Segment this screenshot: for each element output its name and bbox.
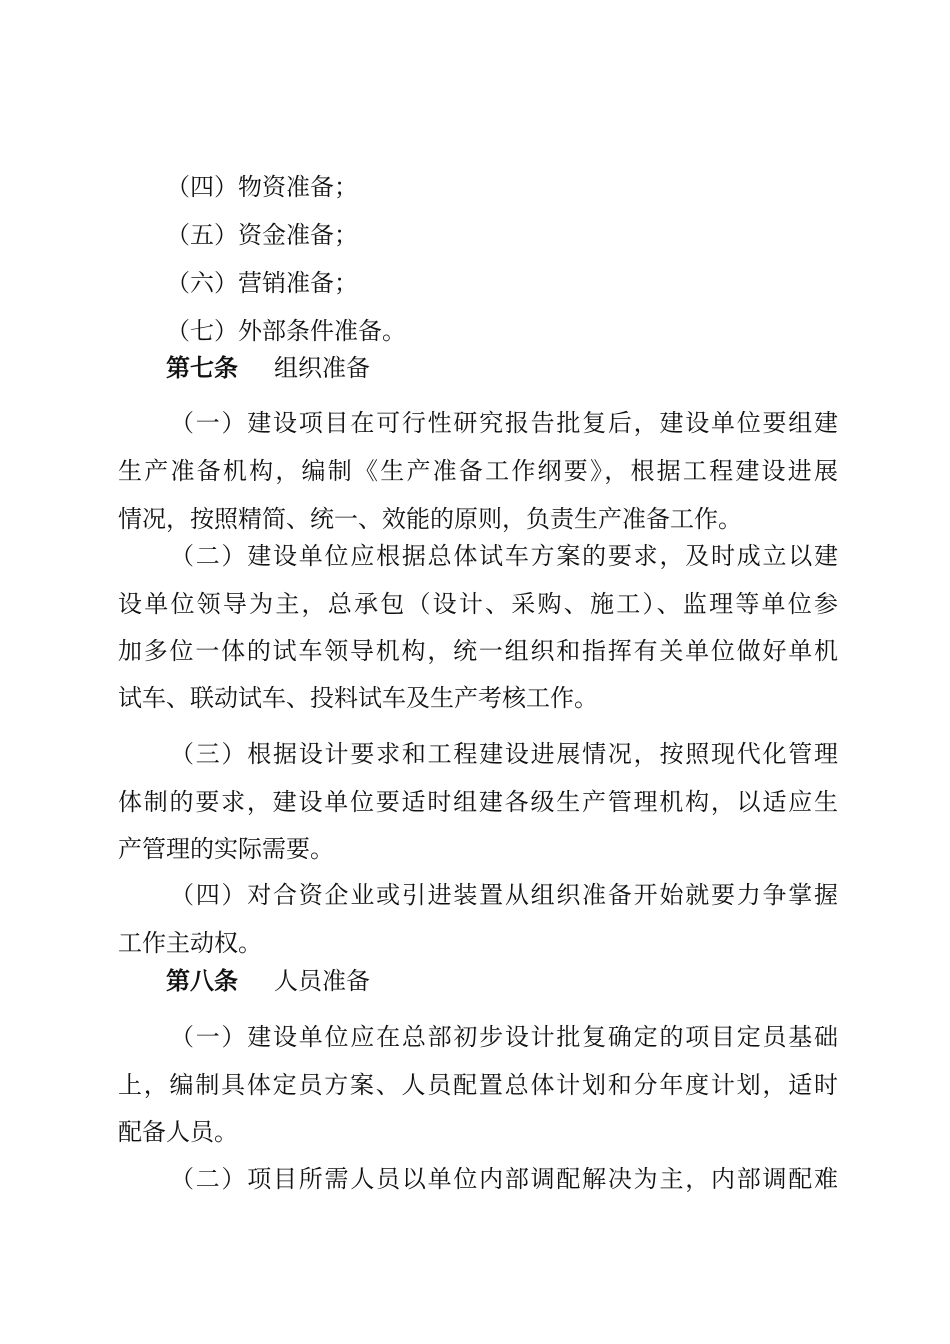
article-7-p4-line1: （四）对合资企业或引进装置从组织准备开始就要力争掌握 bbox=[170, 881, 838, 909]
article-7-number: 第七条 bbox=[166, 354, 238, 382]
article-7-p3-line2: 体制的要求，建设单位要适时组建各级生产管理机构，以适应生 bbox=[118, 788, 838, 816]
article-7-p2-line3: 加多位一体的试车领导机构，统一组织和指挥有关单位做好单机 bbox=[118, 637, 838, 665]
article-7-p3-line3: 产管理的实际需要。 bbox=[118, 835, 334, 863]
list-item-funds: （五）资金准备； bbox=[166, 221, 358, 249]
article-8-title: 人员准备 bbox=[274, 967, 370, 995]
article-7-p2-line2: 设单位领导为主，总承包（设计、采购、施工）、监理等单位参 bbox=[118, 590, 838, 618]
article-7-p2-line1: （二）建设单位应根据总体试车方案的要求，及时成立以建 bbox=[170, 542, 838, 570]
article-8-number: 第八条 bbox=[166, 967, 238, 995]
article-7-title: 组织准备 bbox=[274, 354, 370, 382]
list-item-materials: （四）物资准备； bbox=[166, 173, 358, 201]
article-7-p1-line3: 情况，按照精简、统一、效能的原则，负责生产准备工作。 bbox=[118, 505, 742, 533]
article-8-p1-line3: 配备人员。 bbox=[118, 1118, 238, 1146]
article-7-p2-line4: 试车、联动试车、投料试车及生产考核工作。 bbox=[118, 684, 598, 712]
article-7-p3-line1: （三）根据设计要求和工程建设进展情况，按照现代化管理 bbox=[170, 740, 838, 768]
article-7-p4-line2: 工作主动权。 bbox=[118, 929, 262, 957]
article-8-p1-line2: 上，编制具体定员方案、人员配置总体计划和分年度计划，适时 bbox=[118, 1071, 838, 1099]
article-8-p1-line1: （一）建设单位应在总部初步设计批复确定的项目定员基础 bbox=[170, 1023, 838, 1051]
article-8-p2-line1: （二）项目所需人员以单位内部调配解决为主，内部调配难 bbox=[170, 1165, 838, 1193]
article-7-p1-line1: （一）建设项目在可行性研究报告批复后，建设单位要组建 bbox=[170, 409, 838, 437]
list-item-external: （七）外部条件准备。 bbox=[166, 317, 406, 345]
list-item-marketing: （六）营销准备； bbox=[166, 269, 358, 297]
article-7-p1-line2: 生产准备机构，编制《生产准备工作纲要》，根据工程建设进展 bbox=[118, 457, 838, 485]
